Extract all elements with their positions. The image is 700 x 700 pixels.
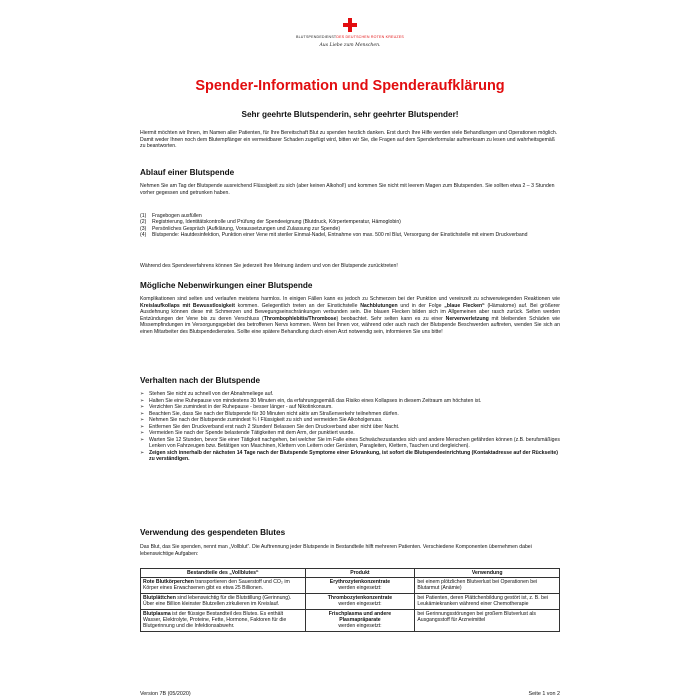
verhalten-list [140,391,560,463]
section-heading-ablauf: Ablauf einer Blutspende [140,168,235,177]
ablauf-text: Nehmen Sie am Tag der Blutspende ausreichend Flüssigkeit zu sich (aber keinen Alkohol!) und kommen Sie nicht mit leerem Magen zum Blutspenden. Sie sollten etwa 2 – 3 Stunden vorher gegessen und getrunken haben. [140,183,555,196]
red-cross-icon [343,18,357,32]
column-header: Verwendung [415,569,560,578]
page-subtitle: Sehr geehrte Blutspenderin, sehr geehrter Blutspender! [241,110,459,119]
document-page [140,18,561,697]
arrow-bullet-icon: ➢ [140,430,145,436]
list-item: ➢ Warten Sie 12 Stunden, bevor Sie einer Tätigkeit nachgehen, bei welcher Sie im Falle eines Schwächezustandes sich und andere Menschen gefährden können (z.B. berufsmäßiges Lenken von Fahrzeugen bzw. Betätigen von Maschinen, Klettern von Leitern oder Gerüsten, Paragleiten, Klettern, Tauchen und dergleichen). [140,436,560,449]
table-cell: bei einem plötzlichen Blutverlust bei Operationen bei Blutarmut (Anämie) [415,578,560,594]
list-item: ➢ Entfernen Sie den Druckverband erst nach 2 Stunden! Belassen Sie den Druckverband aber nicht über Nacht. [140,423,400,430]
section-heading-nebenwirkungen: Mögliche Nebenwirkungen einer Blutspende [140,281,313,290]
table-cell: Rote Blutkörperchen transportieren den Sauerstoff und CO₂ im Körper eines Erwachsenen gibt es etwa 25 Billionen. [141,578,306,594]
list-item: ➢ Verzichten Sie zumindest in der Ruhepause - besser länger - auf Nikotinkonsum. [140,404,333,410]
table-cell: Frischplasma und andere Plasmapräparate werden eingesetzt: [305,609,415,631]
arrow-bullet-icon: ➢ [140,391,145,397]
list-item: ➢ Nehmen Sie nach der Blutspende zumindest ¾ l Flüssigkeit zu sich und vermeiden Sie Alkoholgenuss. [140,417,383,423]
list-item: (2) Registrierung, Identitätskontrolle und Prüfung der Spendeeignung (Blutdruck, Körpertemperatur, Hämoglobin) [140,219,401,226]
column-header: Bestandteile des „Vollblutes“ [141,569,306,578]
arrow-bullet-icon: ➢ [140,423,145,430]
table-cell: Erythrozytenkonzentrate werden eingesetzt: [305,578,415,594]
logo-organization: BLUTSPENDEDIENSTDES DEUTSCHEN ROTEN KREUZES [295,35,405,39]
column-header: Produkt [305,569,415,578]
logo-tagline: Aus Liebe zum Menschen. [319,43,381,48]
list-item: ➢ Beachten Sie, dass Sie nach der Blutspende für 30 Minuten nicht aktiv am Straßenverkehr teilnehmen dürfen. [140,410,399,417]
intro-paragraph: Hiermit möchten wir Ihnen, im Namen aller Patienten, für Ihre Bereitschaft Blut zu spenden herzlich danken. Erst durch Ihre Hilfe werden viele Behandlungen und Operationen möglich. Damit weder Ihnen noch dem Blutempfänger ein vermeidbarer Schaden zugefügt wird, bitten wir Sie, die Fragen auf dem Spenderformular aufmerksam zu lesen und wahrheitsgemäß zu beantworten. [140,130,558,150]
list-item: ➢ Zeigen sich innerhalb der nächsten 14 Tage nach der Blutspende Symptome einer Erkrankung, ist sofort die Blutspendeeinrichtung (Kontaktadresse auf der Rückseite) zu verständigen. [140,449,558,462]
arrow-bullet-icon: ➢ [140,417,145,423]
list-item: (4) Blutspende: Hautdesinfektion, Punktion einer Vene mit steriler Einmal-Nadel, Entnahme von max. 500 ml Blut, Versorgung der Einstichstelle mit einem Druckverband [140,232,528,239]
list-item: (3) Persönliches Gespräch (Aufklärung, Voraussetzungen und Zulassung zur Spende) [140,225,341,232]
page-title: Spender-Information und Spenderaufklärung [195,78,505,94]
table-row [141,593,560,609]
arrow-bullet-icon: ➢ [140,410,145,417]
drk-logo [140,18,560,48]
arrow-bullet-icon: ➢ [140,397,145,404]
verwendung-text: Das Blut, das Sie spenden, nennt man „Vollblut“. Die Auftrennung jeder Blutspende in Bestandteile hilft mehreren Patienten. Verschiedene Komponenten übernehmen dabei lebenswichtige Aufgaben: [140,544,532,557]
table-cell: bei Gerinnungsstörungen bei großem Blutverlust als Ausgangsstoff für Arzneimittel [415,609,560,631]
table-cell: Blutplättchen sind lebenswichtig für die Blutstillung (Gerinnung). Über eine Billion kleinster Blutzellen zirkulieren im Kreislauf. [141,593,306,609]
footer-version: Version 7B (05/2020) [140,691,191,697]
table-cell: Blutplasma ist der flüssige Bestandteil des Blutes. Es enthält Wasser, Elektrolyte, Proteine, Fette, Hormone, Faktoren für die Blutgerinnung und die Infektionsabwehr. [141,609,306,631]
table-row [141,578,560,594]
table-row [141,609,560,631]
list-item: (1) Fragebogen ausfüllen [140,213,202,219]
ablauf-note: Während des Spendeverfahrens können Sie jederzeit Ihre Meinung ändern und von der Blutspende zurücktreten! [140,263,398,269]
list-item: ➢ Stehen Sie nicht zu schnell von der Abnahmeliege auf. [140,391,274,397]
table-cell: Thrombozytenkonzentrate werden eingesetzt: [305,593,415,609]
section-heading-verwendung: Verwendung des gespendeten Blutes [140,528,286,537]
ablauf-steps [140,213,560,239]
arrow-bullet-icon: ➢ [140,449,145,456]
list-item: ➢ Vermeiden Sie nach der Spende belastende Tätigkeiten mit dem Arm, der punktiert wurde. [140,430,355,436]
arrow-bullet-icon: ➢ [140,436,145,443]
blood-components-table [140,568,560,632]
nebenwirkungen-text: Komplikationen sind selten und verlaufen meistens harmlos. In einigen Fällen kann es jedoch zu Schmerzen bei der Punktion und vereinzelt zu schwerwiegenden Reaktionen wie Kreislaufkollaps mit Bewusstlosigkeit kommen. Gelegentlich treten an der Einstichstelle Nachblutungen und in der Folge „blaue Flecken“ (Hämatome) auf. Bei größerer Ausdehnung können diese mit Schmerzen und Bewegungseinschränkungen verbunden sein. Die blauen Flecken bilden sich im Allgemeinen aber rasch zurück. Selten werden Entzündungen der Vene bis zu deren Verschluss (Thrombophlebitis/Thrombose) beobachtet. Sehr selten kann es zu einer Nervenverletzung mit bleibenden Schäden wie Missempfindungen im Versorgungsgebiet des betroffenen Nervs kommen. Wenn bei Ihnen vor, während oder auch nach der Blutspende Beschwerden auftreten, wenden Sie sich an einen Mitarbeiter des Blutspendedienstes. Sollte eine spätere Behandlung durch einen Arzt notwendig sein, informieren Sie uns bitte! [140,296,561,335]
table-header-row [141,569,560,578]
arrow-bullet-icon: ➢ [140,404,145,410]
section-heading-verhalten: Verhalten nach der Blutspende [140,376,261,385]
list-item: ➢ Halten Sie eine Ruhepause von mindestens 30 Minuten ein, da erfahrungsgemäß das Risiko eines Kollapses in diesem Zeitraum am höchsten ist. [140,397,482,404]
footer-page-number: Seite 1 von 2 [528,691,560,697]
table-cell: bei Patienten, deren Plättchenbildung gestört ist, z. B. bei Leukämiekranken während einer Chemotherapie [415,593,560,609]
